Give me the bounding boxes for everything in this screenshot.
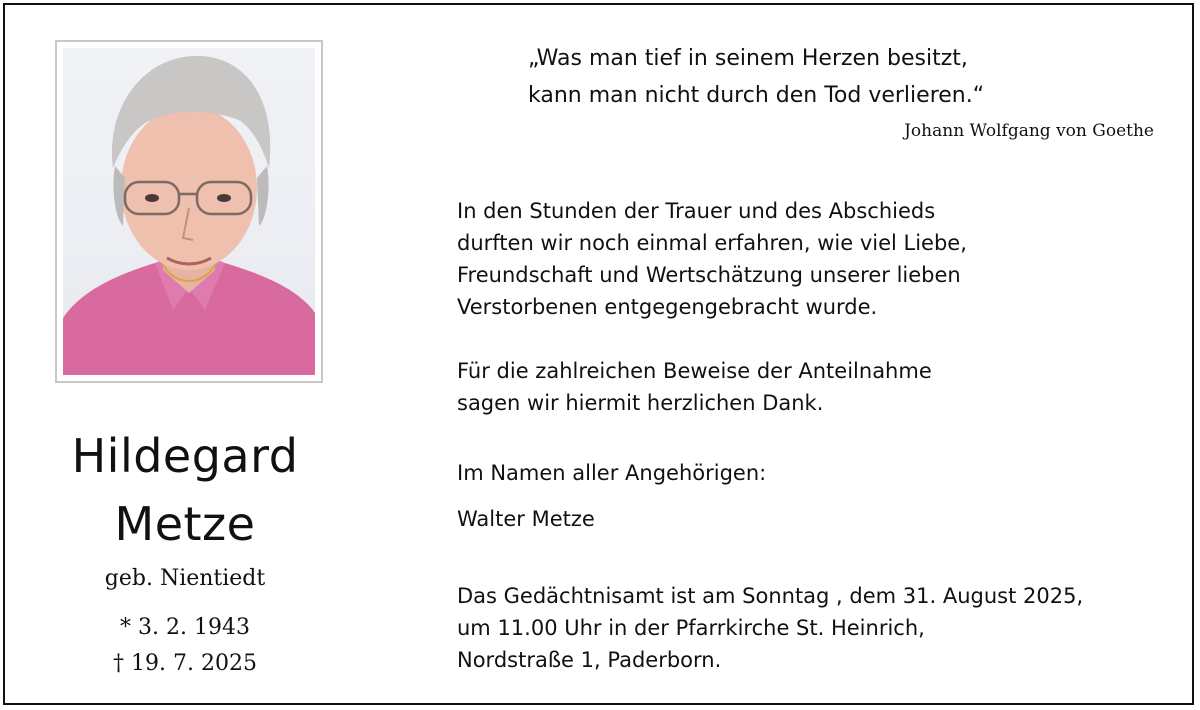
- signer-name: Walter Metze: [457, 507, 595, 531]
- text-line: Das Gedächtnisamt ist am Sonntag , dem 31. August 2025,: [457, 584, 1084, 608]
- text-line: Freundschaft und Wertschätzung unserer lieben: [457, 263, 961, 287]
- text-line: Verstorbenen entgegengebracht wurde.: [457, 295, 878, 319]
- obituary-card: [3, 3, 1194, 705]
- quote-line: „Was man tief in seinem Herzen besitzt,: [528, 46, 968, 71]
- deceased-last-name: Metze: [114, 497, 256, 551]
- text-line: sagen wir hiermit herzlichen Dank.: [457, 391, 824, 415]
- portrait-photo: [63, 48, 315, 375]
- quote: [528, 40, 984, 114]
- thanks-paragraph-1: [457, 195, 967, 323]
- quote-author: Johann Wolfgang von Goethe: [904, 121, 1154, 141]
- birth-name: geb. Nientiedt: [104, 566, 266, 591]
- death-date: † 19. 7. 2025: [113, 651, 257, 676]
- text-line: In den Stunden der Trauer und des Abschieds: [457, 199, 936, 223]
- text-line: Nordstraße 1, Paderborn.: [457, 648, 722, 672]
- text-line: durften wir noch einmal erfahren, wie viel Liebe,: [457, 231, 967, 255]
- birth-date: * 3. 2. 1943: [120, 615, 250, 640]
- quote-line: kann man nicht durch den Tod verlieren.“: [528, 83, 985, 108]
- portrait-illustration: [63, 48, 315, 375]
- portrait-frame: [55, 40, 323, 383]
- signoff: Im Namen aller Angehörigen:: [457, 461, 767, 485]
- thanks-paragraph-2: [457, 355, 932, 419]
- memorial-announcement: [457, 580, 1083, 676]
- text-line: Für die zahlreichen Beweise der Anteilnahme: [457, 359, 932, 383]
- deceased-first-name: Hildegard: [71, 429, 299, 483]
- text-line: um 11.00 Uhr in der Pfarrkirche St. Heinrich,: [457, 616, 925, 640]
